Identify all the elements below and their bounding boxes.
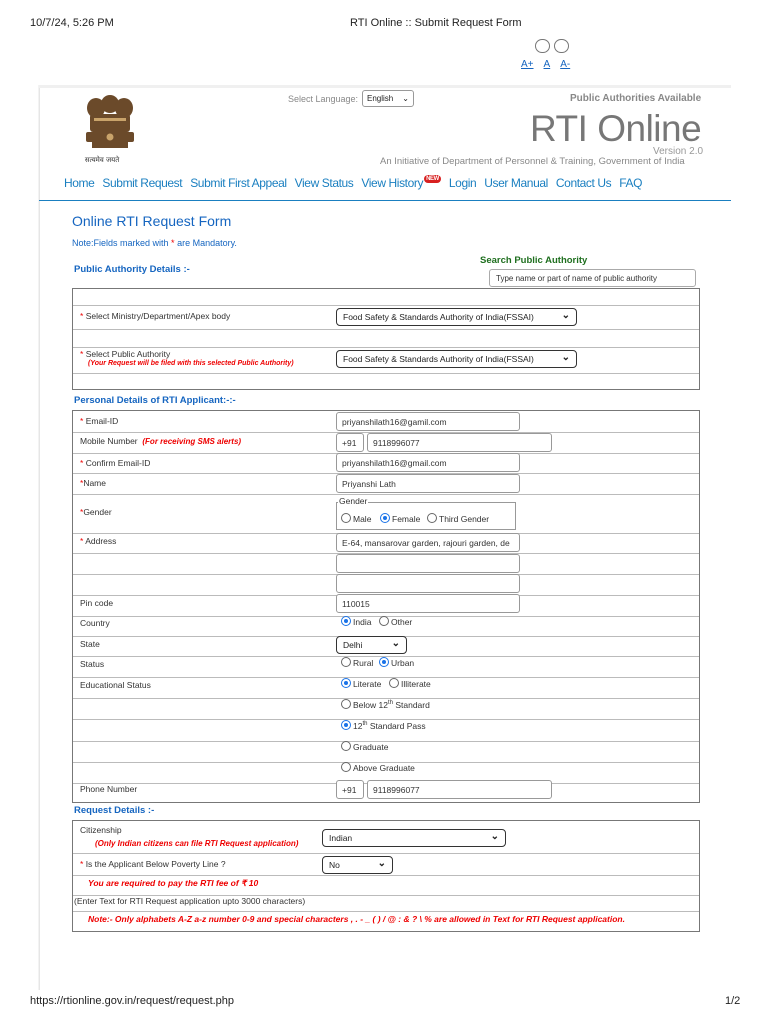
country-option-label: India [353,617,372,627]
phone-country-code[interactable]: +91 [336,780,364,799]
page-title: Online RTI Request Form [72,213,232,229]
status-option-urban[interactable] [379,657,414,668]
site-brand: RTI Online [530,108,702,149]
mobile-label-text: Mobile Number [80,436,138,446]
toggle-circle-icon[interactable] [535,39,550,53]
name-label-text: Name [83,478,106,488]
gender-label [80,507,112,517]
gender-option-female[interactable] [380,513,420,524]
nav-view-history[interactable] [361,176,440,196]
required-star: * [80,859,84,869]
chevron-down-icon: ⌄ [402,94,409,103]
education-option-above-graduate[interactable] [341,762,415,773]
education-option-sup: th [362,721,368,728]
font-decrease-link[interactable]: A- [560,59,571,70]
mobile-note: (For receiving SMS alerts) [142,437,242,446]
citizenship-note: (Only Indian citizens can file RTI Request application) [95,839,299,848]
radio-icon [341,699,351,709]
font-size-controls [521,59,570,70]
mobile-label [80,436,241,446]
authority-value: Food Safety & Standards Authority of India(FSSAI) [343,354,534,364]
mobile-number-field[interactable]: 9118996077 [367,433,552,452]
chevron-down-icon: ⌄ [490,831,499,842]
country-option-india[interactable] [341,616,371,627]
radio-selected-icon [341,616,351,626]
country-option-other[interactable] [379,616,412,627]
gender-option-label: Male [353,514,372,524]
nav-contact-us[interactable]: Contact Us [555,176,612,190]
required-star: * [80,458,84,468]
radio-selected-icon [341,720,351,730]
public-authority-heading: Public Authority Details :- [74,264,190,275]
required-star: * [80,536,84,546]
address-line1-field[interactable]: E-64, mansarovar garden, rajouri garden, de [336,533,520,552]
gender-option-third[interactable] [427,513,489,524]
ministry-label-text: Select Ministry/Department/Apex body [85,311,231,321]
education-option-label: Below 12 [353,700,388,710]
confirm-email-label-text: Confirm Email-ID [85,458,151,468]
confirm-email-field[interactable]: priyanshilath16@gmail.com [336,453,520,472]
chevron-down-icon: ⌄ [391,638,400,649]
gender-legend: Gender [339,496,368,506]
ministry-value: Food Safety & Standards Authority of India(FSSAI) [343,312,534,322]
citizenship-label: Citizenship [80,825,122,835]
name-label [80,478,106,488]
required-star: * [171,238,175,248]
address-line2-field[interactable] [336,554,520,573]
gender-option-label: Female [392,514,421,524]
education-option-label: Standard Pass [367,721,426,731]
authority-note: (Your Request will be filed with this selected Public Authority) [88,360,294,367]
header-top-bar [39,85,731,88]
search-authority-label: Search Public Authority [480,255,588,266]
new-badge: NEW [426,176,439,182]
gender-option-label: Third Gender [439,514,490,524]
email-label [80,416,118,426]
public-authorities-link[interactable]: Public Authorities Available [570,93,702,104]
chevron-down-icon: ⌄ [377,858,386,869]
radio-selected-icon [379,657,389,667]
country-option-label: Other [391,617,413,627]
literacy-option-label: Literate [353,679,382,689]
citizenship-select[interactable] [322,829,506,847]
gender-label-text: Gender [83,507,112,517]
literacy-option-illiterate[interactable] [389,678,431,689]
fee-note: You are required to pay the RTI fee of ₹ 10 [88,878,259,888]
education-option-graduate[interactable] [341,741,388,752]
phone-number-field[interactable]: 9118996077 [367,780,552,799]
language-value: English [367,94,394,103]
education-option-below-12[interactable] [341,699,430,710]
education-option-label: Standard [392,700,430,710]
literacy-option-label: Illiterate [401,679,431,689]
required-star: * [80,507,84,517]
citizenship-value: Indian [329,833,353,843]
language-select[interactable] [362,90,414,107]
radio-icon [427,513,437,523]
literacy-option-literate[interactable] [341,678,381,689]
ministry-select[interactable] [336,308,577,326]
nav-view-history-label: View History [361,176,424,190]
print-page-title: RTI Online :: Submit Request Form [350,17,522,29]
note-text: are Mandatory. [174,238,237,248]
radio-icon [379,616,389,626]
required-star: * [80,311,84,321]
mobile-country-code[interactable]: +91 [336,433,364,452]
radio-icon [341,513,351,523]
address-label [80,536,116,546]
status-label: Status [80,659,105,669]
state-value: Delhi [343,640,363,650]
status-option-label: Urban [391,658,415,668]
email-field[interactable]: priyanshilath16@gamil.com [336,412,520,431]
state-select[interactable] [336,636,407,654]
radio-icon [389,678,399,688]
authority-select[interactable] [336,350,577,368]
bpl-label-text: Is the Applicant Below Poverty Line ? [85,859,226,869]
state-label: State [80,639,100,649]
nav-faq[interactable]: FAQ [619,176,643,190]
confirm-email-label [80,458,150,468]
print-page-number: 1/2 [725,995,741,1007]
education-option-12-pass[interactable] [341,720,426,731]
radio-icon [341,762,351,772]
applicant-heading: Personal Details of RTI Applicant:-:- [74,395,236,406]
address-label-text: Address [85,536,117,546]
note-text: Note:Fields marked with [72,238,172,248]
mandatory-note [72,238,237,248]
text-length-hint: (Enter Text for RTI Request application upto 3000 characters) [74,896,306,906]
education-option-label: Graduate [353,742,389,752]
bpl-label [80,859,226,869]
ministry-label [80,311,230,321]
request-heading: Request Details :- [74,805,155,816]
country-label: Country [80,618,110,628]
print-datetime: 10/7/24, 5:26 PM [30,17,114,29]
education-option-sup: th [387,700,393,707]
nav-submit-first-appeal[interactable]: Submit First Appeal [190,176,287,190]
search-authority-input[interactable]: Type name or part of name of public authority [489,269,696,287]
authority-label [80,349,170,359]
language-label: Select Language: [288,94,359,104]
name-field[interactable]: Priyanshi Lath [336,474,520,493]
national-emblem-icon [72,92,148,154]
initiative-text: An Initiative of Department of Personnel & Training, Government of India [380,156,685,167]
authority-label-text: Select Public Authority [85,349,171,359]
phone-label: Phone Number [80,784,138,794]
required-star: * [80,349,84,359]
nav-divider [39,200,731,201]
nav-user-manual[interactable]: User Manual [484,176,548,190]
toggle-circle-icon[interactable] [554,39,569,53]
nav-home[interactable]: Home [64,176,95,190]
radio-selected-icon [380,513,390,523]
required-star: * [80,478,84,488]
top-toggle-group [535,39,569,53]
emblem-motto: सत्यमेव जयते [84,156,120,164]
status-option-rural[interactable] [341,657,373,668]
education-option-label: 12 [353,721,363,731]
gender-option-male[interactable] [341,513,371,524]
bpl-value: No [329,860,340,870]
bpl-select[interactable] [322,856,393,874]
nav-submit-request[interactable]: Submit Request [102,176,183,190]
print-url: https://rtionline.gov.in/request/request.php [30,995,235,1007]
main-nav [64,176,642,196]
status-option-label: Rural [353,658,374,668]
version-label: Version 2.0 [653,146,704,157]
education-option-label: Above Graduate [353,763,415,773]
public-authority-table [72,288,700,390]
pincode-label: Pin code [80,598,114,608]
email-label-text: Email-ID [85,416,119,426]
allowed-characters-note: Note:- Only alphabets A-Z a-z number 0-9 and special characters , . - _ ( ) / @ : & ? \ % are allowed in Text for RTI Request application. [88,914,625,924]
address-line3-field[interactable] [336,574,520,593]
radio-icon [341,657,351,667]
nav-view-status[interactable]: View Status [294,176,354,190]
font-normal-link[interactable]: A [543,59,551,70]
nav-login[interactable]: Login [448,176,477,190]
radio-icon [341,741,351,751]
education-label: Educational Status [80,680,151,690]
chevron-down-icon: ⌄ [561,352,570,363]
pincode-field[interactable]: 110015 [336,594,520,613]
font-increase-link[interactable]: A+ [521,59,534,70]
required-star: * [80,416,84,426]
chevron-down-icon: ⌄ [561,310,570,321]
radio-selected-icon [341,678,351,688]
